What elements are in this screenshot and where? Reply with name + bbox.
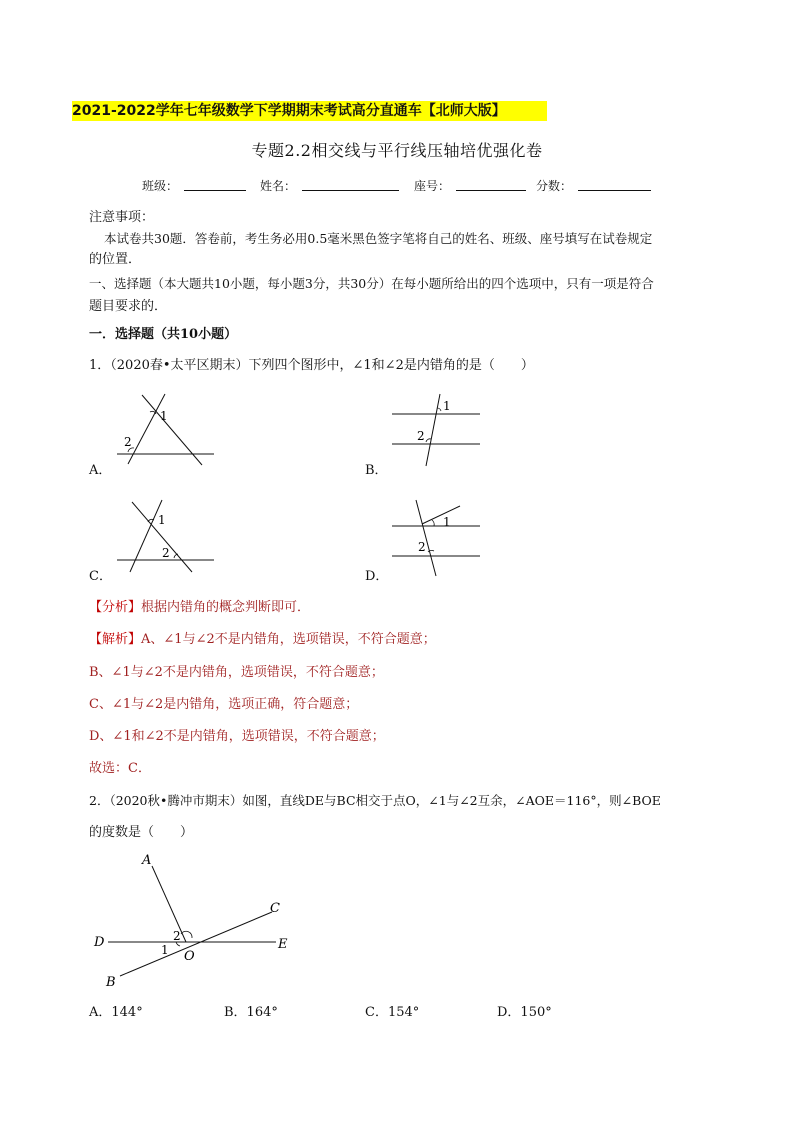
q1-option-c: C．: [89, 569, 112, 584]
score-blank: [578, 190, 651, 191]
q1-figure-d: [388, 496, 488, 578]
class-blank: [184, 190, 246, 191]
q1-figure-c: [112, 496, 222, 576]
q2-stem-line-1: 2．（2020秋•腾冲市期末）如图，直线DE与BC相交于点O，∠1与∠2互余，∠AOE＝116°，则∠BOE: [89, 793, 661, 808]
q1-option-b: B．: [365, 463, 388, 478]
q1c-label-2: 2: [162, 546, 170, 560]
section-heading: 一．选择题（共10小题）: [89, 327, 238, 342]
q1b-label-1: 1: [443, 399, 451, 413]
q1-solution-line-1: [89, 630, 436, 650]
q2-label-1: 1: [161, 943, 169, 957]
q2-label-o: O: [184, 949, 195, 964]
series-banner: 2021-2022学年七年级数学下学期期末考试高分直通车【北师大版】: [72, 101, 547, 121]
q1-conclusion: 故选：C．: [89, 761, 151, 776]
q1-stem: 1．（2020春•太平区期末）下列四个图形中，∠1和∠2是内错角的是（ ）: [89, 358, 534, 373]
q2-label-2: 2: [173, 929, 181, 943]
q2-stem-line-2: 的度数是（ ）: [89, 825, 194, 840]
q1a-label-1: 1: [160, 409, 168, 423]
class-label: 班级：: [142, 179, 179, 193]
q2-ray-oa: [152, 866, 186, 942]
section-intro-line-2: 题目要求的．: [89, 299, 168, 314]
q2-figure: [88, 850, 308, 992]
q2-choice-d: D．150°: [497, 1005, 552, 1020]
q1c-label-1: 1: [158, 513, 166, 527]
q1-figure-a: [112, 390, 222, 470]
q1-solution-tag: 【解析】: [89, 632, 142, 647]
q2-label-c: C: [270, 901, 280, 916]
q2-line-bc: [120, 912, 272, 976]
q1-figure-b: [388, 390, 488, 470]
name-label: 姓名：: [260, 179, 297, 193]
q1a-label-2: 2: [124, 435, 132, 449]
notice-line-2: 的位置．: [89, 252, 142, 267]
name-blank: [302, 190, 399, 191]
notice-heading: 注意事项：: [89, 210, 155, 225]
score-label: 分数：: [536, 179, 573, 193]
q1d-label-1: 1: [443, 515, 451, 529]
q1d-transversal: [416, 500, 436, 576]
q1-solution-b: B、∠1与∠2不是内错角，选项错误，不符合题意；: [89, 665, 384, 680]
q2-choice-a: A．144°: [89, 1005, 143, 1020]
q1d-angle1-arc: [432, 520, 434, 526]
q1-solution-c: C、∠1与∠2是内错角，选项正确，符合题意；: [89, 697, 359, 712]
q2-choice-c: C．154°: [365, 1005, 420, 1020]
q1-solution-d: D、∠1和∠2不是内错角，选项错误，不符合题意；: [89, 729, 385, 744]
q1b-transversal: [426, 394, 440, 466]
q1-option-d: D．: [365, 569, 389, 584]
q1-analysis-text: 根据内错角的概念判断即可．: [141, 600, 311, 615]
q1-option-a: A．: [89, 463, 112, 478]
q1-analysis-tag: 【分析】: [89, 600, 142, 615]
q1-solution-a: A、∠1与∠2不是内错角，选项错误，不符合题意；: [141, 632, 436, 647]
q2-label-e: E: [278, 937, 288, 952]
q1d-label-2: 2: [418, 540, 426, 554]
q1c-left-line: [130, 500, 162, 572]
section-intro-line-1: 一、选择题（本大题共10小题，每小题3分，共30分）在每小题所给出的四个选项中，只有一项是符合: [89, 276, 654, 291]
page-title: 专题2.2相交线与平行线压轴培优强化卷: [251, 141, 543, 160]
notice-line-1: 本试卷共30题．答卷前，考生务必用0.5毫米黑色签字笔将自己的姓名、班级、座号填写在试卷规定: [104, 231, 653, 246]
q2-label-d: D: [94, 935, 105, 950]
seat-blank: [456, 190, 526, 191]
q2-choice-b: B．164°: [224, 1005, 278, 1020]
q2-label-b: B: [106, 975, 116, 990]
q2-label-a: A: [142, 853, 152, 868]
seat-label: 座号：: [414, 179, 451, 193]
q1-analysis: [89, 598, 310, 618]
q1b-label-2: 2: [417, 429, 425, 443]
q1d-slanted-line: [422, 506, 460, 524]
